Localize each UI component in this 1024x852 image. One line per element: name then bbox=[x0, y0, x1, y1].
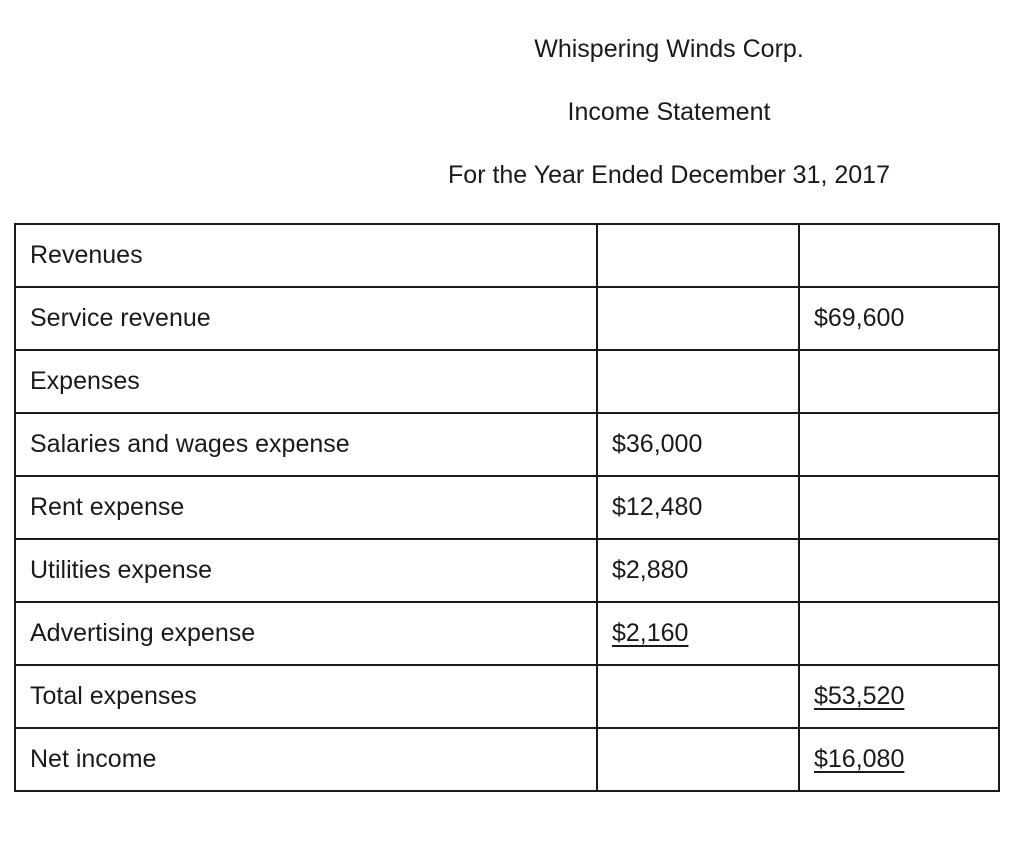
statement-period: For the Year Ended December 31, 2017 bbox=[448, 161, 890, 189]
row-detail-amount: $2,880 bbox=[612, 556, 689, 584]
row-detail-amount-cell bbox=[597, 728, 799, 791]
row-label: Utilities expense bbox=[30, 556, 213, 584]
row-total-amount: $53,520 bbox=[814, 682, 905, 710]
row-detail-amount: $12,480 bbox=[612, 493, 703, 521]
row-detail-amount: $36,000 bbox=[612, 430, 703, 458]
row-label-cell bbox=[15, 413, 597, 476]
row-detail-amount-cell bbox=[597, 287, 799, 350]
row-total-amount-cell bbox=[799, 413, 999, 476]
row-label-cell bbox=[15, 665, 597, 728]
table-row bbox=[15, 350, 999, 413]
row-detail-amount-cell bbox=[597, 350, 799, 413]
row-label-cell bbox=[15, 602, 597, 665]
row-label: Revenues bbox=[30, 241, 143, 269]
row-total-amount-cell bbox=[799, 350, 999, 413]
table-row bbox=[15, 602, 999, 665]
statement-title: Income Statement bbox=[567, 98, 771, 126]
row-label-cell bbox=[15, 539, 597, 602]
row-label-cell bbox=[15, 350, 597, 413]
row-total-amount-cell bbox=[799, 287, 999, 350]
row-total-amount-cell bbox=[799, 665, 999, 728]
row-total-amount-cell bbox=[799, 602, 999, 665]
row-detail-amount-cell bbox=[597, 413, 799, 476]
row-label-cell bbox=[15, 728, 597, 791]
row-total-amount-cell bbox=[799, 476, 999, 539]
table-row bbox=[15, 224, 999, 287]
income-statement-table bbox=[14, 223, 1000, 792]
table-row bbox=[15, 413, 999, 476]
row-label: Net income bbox=[30, 745, 157, 773]
row-total-amount-cell bbox=[799, 539, 999, 602]
row-label: Service revenue bbox=[30, 304, 211, 332]
table-row bbox=[15, 539, 999, 602]
table-row bbox=[15, 728, 999, 791]
row-total-amount: $69,600 bbox=[814, 304, 905, 332]
row-label: Expenses bbox=[30, 367, 140, 395]
row-label-cell bbox=[15, 224, 597, 287]
row-label: Rent expense bbox=[30, 493, 185, 521]
row-detail-amount-cell bbox=[597, 602, 799, 665]
table-row bbox=[15, 287, 999, 350]
row-label: Salaries and wages expense bbox=[30, 430, 350, 458]
row-detail-amount-cell bbox=[597, 224, 799, 287]
row-detail-amount-cell bbox=[597, 539, 799, 602]
row-total-amount-cell bbox=[799, 728, 999, 791]
row-label: Total expenses bbox=[30, 682, 197, 710]
row-label: Advertising expense bbox=[30, 619, 256, 647]
row-detail-amount-cell bbox=[597, 665, 799, 728]
company-name: Whispering Winds Corp. bbox=[534, 35, 804, 63]
row-detail-amount: $2,160 bbox=[612, 619, 689, 647]
table-row bbox=[15, 476, 999, 539]
row-total-amount: $16,080 bbox=[814, 745, 905, 773]
table-row bbox=[15, 665, 999, 728]
row-label-cell bbox=[15, 287, 597, 350]
row-total-amount-cell bbox=[799, 224, 999, 287]
row-label-cell bbox=[15, 476, 597, 539]
row-detail-amount-cell bbox=[597, 476, 799, 539]
